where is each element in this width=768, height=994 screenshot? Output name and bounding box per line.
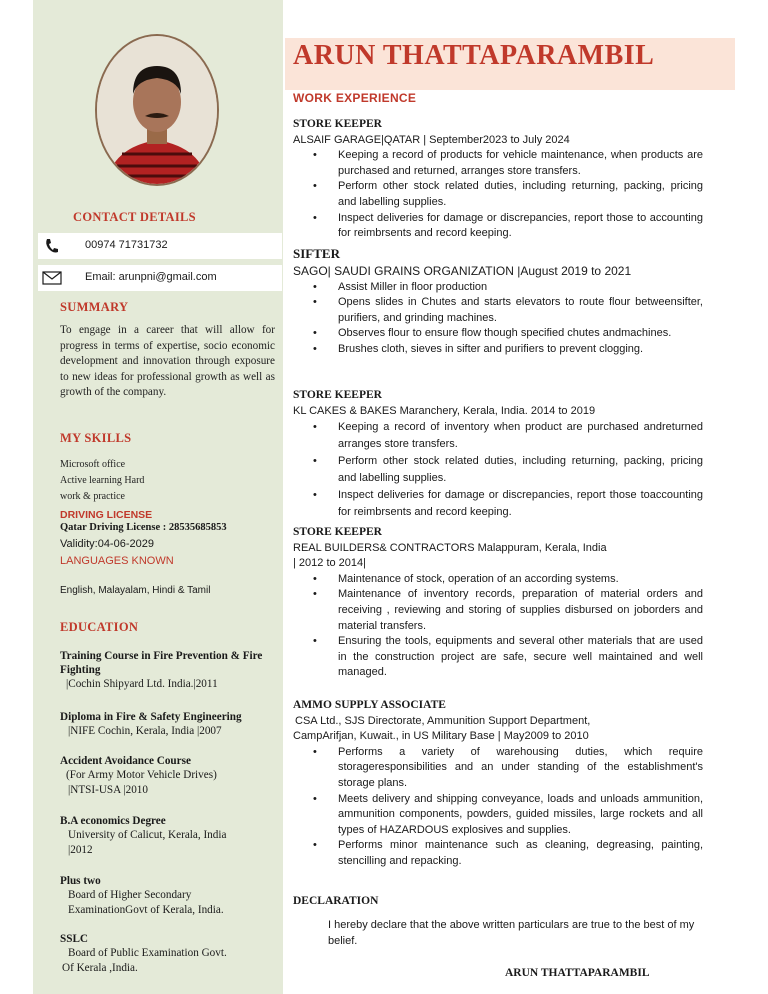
duty-item: • Perform other stock related duties, including returning, packing, pricing and labelling supplies. (293, 179, 703, 210)
job-duties (293, 419, 703, 521)
duty-item: • Keeping a record of inventory when product are purchased andreturned arranges store transfers. (293, 419, 703, 453)
education-detail: |Cochin Shipyard Ltd. India.|2011 (66, 678, 218, 690)
education-detail: Of Kerala ,India. (62, 962, 138, 974)
job-duties (293, 280, 703, 358)
education-title: Plus two (60, 875, 101, 887)
job-company: ALSAIF GARAGE|QATAR | September2023 to July 2024 (293, 133, 570, 146)
duty-item: • Brushes cloth, sieves in sifter and purifiers to prevent clogging. (293, 342, 703, 358)
job-company: SAGO| SAUDI GRAINS ORGANIZATION |August 2019 to 2021 (293, 263, 632, 278)
job-duties (293, 572, 703, 681)
education-title: Diploma in Fire & Safety Engineering (60, 711, 242, 723)
declaration-heading: DECLARATION (293, 895, 379, 907)
profile-photo (95, 34, 219, 186)
duty-item: • Maintenance of inventory records, preparation of material orders and receiving , reviewing and storing of supplies disbursed on joborders and material transfers. (293, 587, 703, 634)
duty-item: • Meets delivery and shipping conveyance, loads and unloads ammunition, ammunition components, powders, guided missiles, large rockets and all types of HAZARDOUS explosives and supplies. (293, 792, 703, 839)
skills-list (60, 457, 144, 505)
job-title: STORE KEEPER (293, 118, 382, 130)
duty-item: • Performs a variety of warehousing duties, which require storageresponsibilities and an under standing of the establishment's storage plans. (293, 745, 703, 792)
duty-item: • Keeping a record of products for vehicle maintenance, when products are purchased and returned, arranges store transfers. (293, 148, 703, 179)
license-validity: Validity:04-06-2029 (60, 538, 154, 550)
driving-heading: DRIVING LICENSE (60, 509, 153, 518)
education-detail: (For Army Motor Vehicle Drives) (66, 769, 217, 781)
contact-heading: CONTACT DETAILS (73, 210, 196, 224)
education-title: Training Course in Fire Prevention & Fire Fighting (60, 650, 263, 676)
duty-item: • Inspect deliveries for damage or discrepancies, report those to accounting for reimbrsents and record keeping. (293, 211, 703, 242)
duty-item: • Assist Miller in floor production (293, 280, 703, 296)
job-entry (293, 388, 703, 521)
skill-item: Active learning Hard (60, 475, 145, 486)
job-company: REAL BUILDERS& CONTRACTORS Malappuram, Kerala, India (293, 541, 607, 554)
education-detail: ExaminationGovt of Kerala, India. (68, 904, 224, 916)
education-title: Accident Avoidance Course (60, 755, 191, 767)
job-title: SIFTER (293, 246, 340, 261)
job-title: AMMO SUPPLY ASSOCIATE (293, 699, 446, 711)
duty-item: • Performs minor maintenance such as cleaning, degreasing, painting, stencilling and repacking. (293, 838, 703, 869)
education-detail: Board of Higher Secondary (68, 889, 192, 901)
education-detail: |NTSI-USA |2010 (68, 784, 148, 796)
education-item (60, 814, 275, 858)
education-title: SSLC (60, 933, 88, 945)
education-item (60, 649, 275, 692)
education-title: B.A economics Degree (60, 815, 166, 827)
job-dates: | 2012 to 2014| (293, 557, 366, 570)
education-detail: |NIFE Cochin, Kerala, India |2007 (68, 725, 222, 737)
education-item (60, 932, 275, 976)
driving-license: Qatar Driving License : 28535685853 (60, 522, 227, 533)
duty-item: • Maintenance of stock, operation of an according systems. (293, 572, 703, 588)
languages-heading: LANGUAGES KNOWN (60, 555, 174, 567)
duty-item: • Ensuring the tools, equipments and several other materials that are used in the construction project are safe, secure well maintained and well managed. (293, 634, 703, 681)
envelope-icon (38, 265, 66, 291)
job-entry (293, 246, 703, 358)
education-item (60, 710, 275, 739)
phone-icon (38, 233, 66, 259)
education-detail: University of Calicut, Kerala, India (68, 829, 227, 841)
job-entry (293, 698, 703, 870)
duty-item: • Inspect deliveries for damage or discrepancies, report those toaccounting for reimbrsents and record keeping. (293, 487, 703, 521)
skill-item: Microsoft office (60, 459, 126, 470)
email-address[interactable]: Email: arunpni@gmail.com (85, 271, 217, 283)
languages-text: English, Malayalam, Hindi & Tamil (60, 585, 211, 596)
skill-item: work & practice (60, 491, 125, 502)
job-location: CampArifjan, Kuwait., in US Military Base | May2009 to 2010 (293, 730, 589, 743)
summary-heading: SUMMARY (60, 300, 129, 314)
education-item (60, 754, 275, 798)
job-company: CSA Ltd., SJS Directorate, Ammunition Support Department, (295, 714, 591, 727)
job-duties (293, 148, 703, 242)
education-detail: Board of Public Examination Govt. (68, 947, 227, 959)
summary-text: To engage in a career that will allow for progress in terms of expertise, socio economic development and innovation through exposure to new ideas for professional growth as well as growth of the company. (60, 324, 275, 398)
duty-item: • Perform other stock related duties, including returning, packing, pricing and labelling supplies. (293, 453, 703, 487)
education-heading: EDUCATION (60, 620, 139, 634)
job-title: STORE KEEPER (293, 526, 382, 538)
job-entry (293, 525, 703, 681)
duty-item: • Opens slides in Chutes and starts elevators to route flour betweensifter, purifiers, and grinding machines. (293, 295, 703, 326)
declaration-text: I hereby declare that the above written particulars are true to the best of my belief. (328, 919, 695, 947)
education-item (60, 874, 275, 918)
signature-name: ARUN THATTAPARAMBIL (505, 967, 650, 979)
job-title: STORE KEEPER (293, 389, 382, 401)
phone-number[interactable]: 00974 71731732 (85, 239, 168, 251)
candidate-name: ARUN THATTAPARAMBIL (293, 40, 655, 71)
job-company: KL CAKES & BAKES Maranchery, Kerala, India. 2014 to 2019 (293, 404, 596, 417)
work-heading: WORK EXPERIENCE (293, 91, 417, 105)
job-duties (293, 745, 703, 870)
duty-item: • Observes flour to ensure flow though specified chutes andmachines. (293, 326, 703, 342)
skills-heading: MY SKILLS (60, 431, 132, 445)
person-portrait-icon (97, 36, 217, 184)
education-detail: |2012 (68, 844, 93, 856)
job-entry (293, 117, 703, 242)
